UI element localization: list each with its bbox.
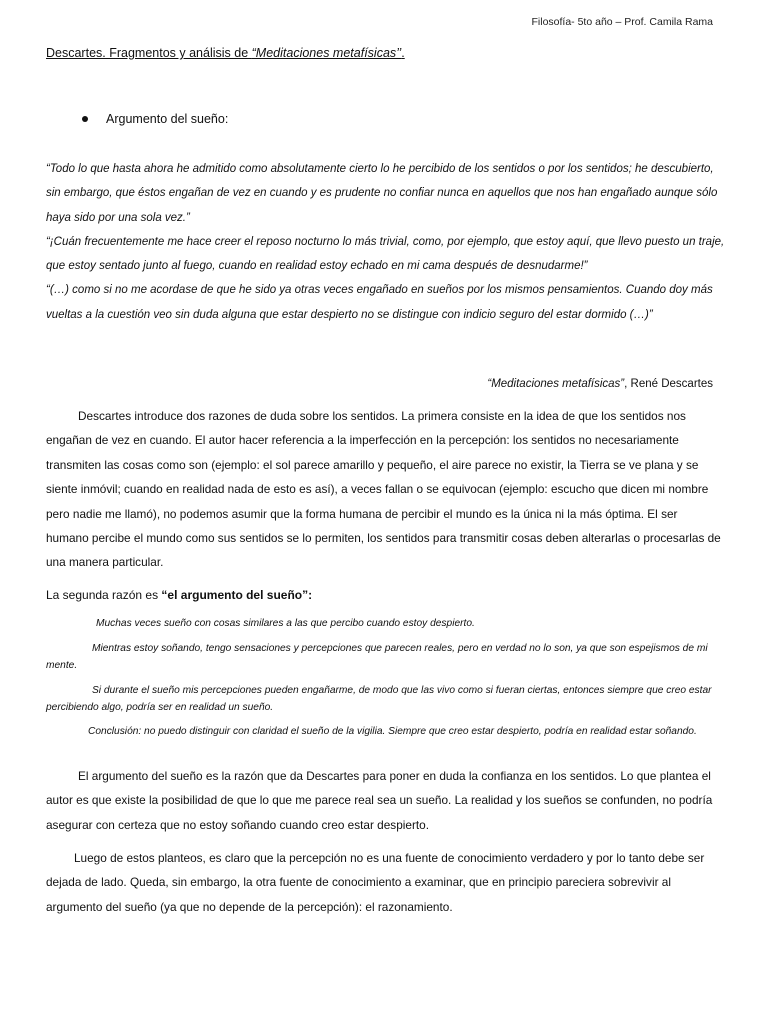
- title-suffix: .: [401, 46, 405, 60]
- argument-conclusion: [46, 724, 716, 741]
- course-header: Filosofía- 5to año – Prof. Camila Rama: [531, 16, 713, 28]
- quote-3: “(…) como si no me acordase de que he sido ya otras veces engañado en sueños por los mismos pensamientos. Cuando doy más vueltas a la cuestión veo sin duda alguna que estar despierto no se distingue con indicio seguro del estar dormido (…)”: [46, 284, 713, 321]
- paragraph-2-text: El argumento del sueño es la razón que da Descartes para poner en duda la confianza en los sentidos. Lo que plantea el autor es que existe la posibilidad de que lo que me parece real sea un sueño. La realidad y los sueños se confunden, no podría asegurar con certeza que no estoy soñando cuando creo estar despierto.: [46, 769, 713, 832]
- quote-2: “¡Cuán frecuentemente me hace creer el reposo nocturno lo más trivial, como, por ejemplo, que estoy aquí, que llevo puesto un traje, que estoy sentado junto al fuego, cuando en realidad estoy echado en mi cama después de desnudarme!”: [46, 235, 725, 273]
- citation-author: , René Descartes: [624, 378, 713, 390]
- second-reason-heading: [46, 588, 312, 602]
- argument-3-text: Si durante el sueño mis percepciones pueden engañarme, de modo que las vivo como si fueran ciertas, entonces siempre que creo estar percibiendo algo, podría ser en realidad un sueño.: [46, 685, 712, 713]
- document-title: [46, 46, 405, 60]
- quote-1: “Todo lo que hasta ahora he admitido como absolutamente cierto lo he percibido de los sentidos o por los sentidos; he descubierto, sin embargo, que éstos engañan de vez en cuando y es prudente no confiar nunca en aquellos que nos han engañado aunque sólo haya sido por una sola vez.”: [46, 163, 718, 224]
- argument-premise-3: [46, 683, 716, 716]
- section-bullet: [82, 112, 228, 126]
- title-prefix: Descartes. Fragmentos y análisis de: [46, 46, 252, 60]
- bullet-dot-icon: [82, 116, 88, 122]
- paragraph-dream-argument: [46, 764, 722, 837]
- citation-work: “Meditaciones metafísicas”: [487, 378, 625, 390]
- paragraph-1-text: Descartes introduce dos razones de duda sobre los sentidos. La primera consiste en la idea de que los sentidos nos engañan de vez en cuando. El autor hacer referencia a la imperfección en la percepción: los sentidos no necesariamente transmiten las cosas como son (ejemplo: el sol parece amarillo y pequeño, el aire parece no existir, la Tierra se ve plana y se siente inmóvil; cuando en realidad nada de esto es así), a veces fallan o se equivocan (ejemplo: escucho que dicen mi nombre pero nadie me llamó), no podemos asumir que la forma humana de percibir el mundo es la única ni la más óptima. El ser humano percibe el mundo como sus sentidos se lo permiten, los sentidos para transmitir cosas deben alterarlas o procesarlas de una manera particular.: [46, 409, 721, 570]
- paragraph-3-text: Luego de estos planteos, es claro que la percepción no es una fuente de conocimiento verdadero y por lo tanto debe ser dejada de lado. Queda, sin embargo, la otra fuente de conocimiento a examinar, que en principio pareciera sobrevivir al argumento del sueño (ya que no depende de la percepción): el razonamiento.: [46, 851, 705, 914]
- quote-block: [46, 157, 726, 327]
- second-reason-bold: “el argumento del sueño”:: [161, 588, 313, 602]
- title-work: “Meditaciones metafísicas’’: [251, 46, 402, 60]
- section-label: Argumento del sueño:: [106, 112, 229, 126]
- quote-citation: [487, 378, 713, 390]
- second-reason-prefix: La segunda razón es: [46, 588, 162, 602]
- paragraph-first-reason: [46, 404, 722, 575]
- argument-4-text: Conclusión: no puedo distinguir con claridad el sueño de la vigilia. Siempre que creo estar despierto, podría en realidad estar soñando.: [88, 726, 697, 737]
- argument-premise-2: [46, 641, 716, 674]
- argument-2-text: Mientras estoy soñando, tengo sensaciones y percepciones que parecen reales, pero en verdad no lo son, ya que son espejismos de mi mente.: [46, 643, 708, 671]
- argument-1-text: Muchas veces sueño con cosas similares a las que percibo cuando estoy despierto.: [96, 618, 475, 629]
- argument-premise-1: [46, 616, 716, 633]
- paragraph-conclusion: [46, 846, 722, 919]
